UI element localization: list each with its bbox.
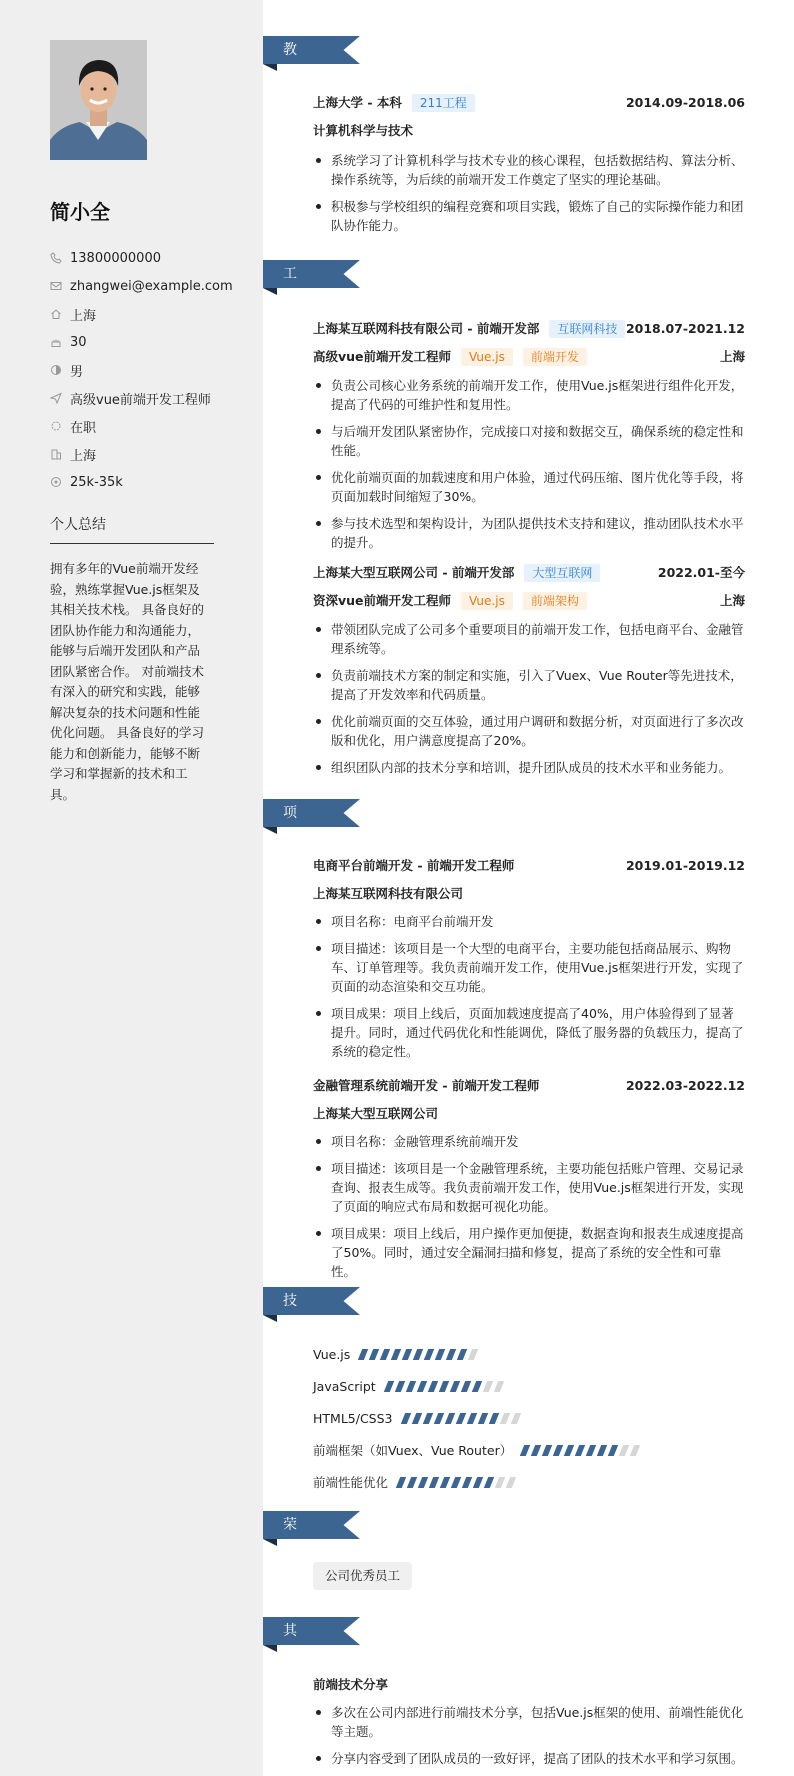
- project-2-bullets: [313, 1132, 745, 1289]
- skill-level-segment: [553, 1445, 563, 1456]
- skill-level-segment: [608, 1445, 618, 1456]
- skill-level-segment: [462, 1477, 472, 1488]
- list-item: 积极参与学校组织的编程竞赛和项目实践，锻炼了自己的实际操作能力和团队协作能力。: [313, 197, 745, 235]
- age-icon: [50, 336, 62, 348]
- skill-level-segment: [435, 1349, 445, 1360]
- skill-name: 前端框架（如Vuex、Vue Router）: [313, 1443, 513, 1458]
- list-item: 与后端开发团队紧密协作，完成接口对接和数据交互，确保系统的稳定性和性能。: [313, 422, 745, 460]
- skill-level-segment: [391, 1349, 401, 1360]
- project-company: 上海某大型互联网公司: [313, 1106, 439, 1121]
- work-2-bullets: [313, 620, 745, 785]
- info-position: [50, 384, 233, 412]
- role-tag: Vue.js: [461, 592, 513, 610]
- skill-level-segment: [449, 1381, 459, 1392]
- work-2-role-row: [313, 591, 745, 611]
- company-tag: 大型互联网: [524, 564, 600, 582]
- list-item: 带领团队完成了公司多个重要项目的前端开发工作，包括电商平台、金融管理系统等。: [313, 620, 745, 658]
- skill-level-segment: [440, 1477, 450, 1488]
- project-2-company-row: [313, 1104, 745, 1124]
- section-title: 其他信息: [283, 1623, 298, 1723]
- other-title-row: [313, 1675, 745, 1695]
- skill-level-segment: [506, 1477, 516, 1488]
- work-date: 2018.07-2021.12: [625, 321, 745, 336]
- skill-level-segment: [499, 1413, 509, 1424]
- list-item: 参与技术选型和架构设计，为团队提供技术支持和建议，推动团队技术水平的提升。: [313, 514, 745, 552]
- work-1-header: [313, 319, 745, 339]
- list-item: 系统学习了计算机科学与技术专业的核心课程，包括数据结构、算法分析、操作系统等，为后续的前端开发工作奠定了坚实的理论基础。: [313, 151, 745, 189]
- info-home: [50, 300, 233, 328]
- skill-level-segment: [586, 1445, 596, 1456]
- info-gender-text: 男: [70, 364, 84, 380]
- skill-level-segment: [429, 1477, 439, 1488]
- avatar-illustration: [50, 40, 147, 160]
- list-item: 负责前端技术方案的制定和实施，引入了Vuex、Vue Router等先进技术，提高了开发效率和代码质量。: [313, 666, 745, 704]
- skill-level-segment: [575, 1445, 585, 1456]
- sidebar: [0, 0, 263, 1776]
- role-title: 资深vue前端开发工程师: [313, 593, 452, 608]
- list-item: 项目成果：项目上线后，用户操作更加便捷，数据查询和报表生成速度提高了50%。同时，通过安全漏洞扫描和修复，提高了系统的安全性和可靠性。: [313, 1224, 745, 1281]
- skill-level-bar: [403, 1413, 524, 1424]
- skill-level-segment: [433, 1413, 443, 1424]
- skill-level-segment: [396, 1477, 406, 1488]
- info-phone: [50, 244, 233, 272]
- work-city: 上海: [719, 593, 745, 608]
- role-tag: 前端开发: [523, 348, 587, 366]
- list-item: 组织团队内部的技术分享和培训，提升团队成员的技术水平和业务能力。: [313, 758, 745, 777]
- project-1-company-row: [313, 884, 745, 904]
- info-city-text: 上海: [70, 448, 97, 464]
- ribbon: [263, 1617, 360, 1645]
- skill-row: [313, 1472, 519, 1492]
- ribbon-fold: [263, 1539, 277, 1546]
- phone-icon: [50, 252, 62, 264]
- ribbon-fold: [263, 64, 277, 71]
- skill-level-segment: [471, 1381, 481, 1392]
- education-date: 2014.09-2018.06: [625, 95, 745, 110]
- skill-level-segment: [466, 1413, 476, 1424]
- project-2-header: [313, 1076, 745, 1096]
- summary-text: 拥有多年的Vue前端开发经验，熟练掌握Vue.js框架及其相关技术栈。 具备良好的团队协作能力和沟通能力，能够与后端开发团队和产品团队紧密合作。 对前端技术有深入的研究和实践，能够解决复杂的技术问题和性能优化问题。 具备良好的学习能力和创新能力，能够不断学习和掌握新的技术和工具。: [50, 561, 204, 802]
- skill-row: [313, 1376, 507, 1396]
- skill-level-segment: [427, 1381, 437, 1392]
- info-home-text: 上海: [70, 308, 97, 324]
- contact-info-list: [50, 244, 233, 496]
- info-age-text: 30: [70, 334, 87, 350]
- skill-level-segment: [531, 1445, 541, 1456]
- ribbon: [263, 1511, 360, 1539]
- building-icon: [50, 448, 62, 460]
- skill-level-segment: [444, 1413, 454, 1424]
- work-1-role-row: [313, 347, 745, 367]
- ribbon: [263, 36, 360, 64]
- skill-level-segment: [422, 1413, 432, 1424]
- skill-level-segment: [542, 1445, 552, 1456]
- education-header: [313, 93, 745, 113]
- list-item: 优化前端页面的加载速度和用户体验，通过代码压缩、图片优化等手段，将页面加载时间缩短了30%。: [313, 468, 745, 506]
- summary-divider: [50, 543, 214, 544]
- project-company: 上海某互联网科技有限公司: [313, 886, 464, 901]
- award-chip: 公司优秀员工: [313, 1562, 412, 1590]
- salary-icon: [50, 476, 62, 488]
- ribbon: [263, 1287, 360, 1315]
- skill-level-segment: [411, 1413, 421, 1424]
- mail-icon: [50, 280, 62, 292]
- skill-name: HTML5/CSS3: [313, 1410, 393, 1426]
- skill-level-segment: [416, 1381, 426, 1392]
- status-icon: [50, 420, 62, 432]
- work-1-bullets: [313, 376, 745, 560]
- info-age: [50, 328, 233, 356]
- info-status: [50, 412, 233, 440]
- home-icon: [50, 308, 62, 320]
- skill-name: 前端性能优化: [313, 1475, 389, 1490]
- skill-level-segment: [424, 1349, 434, 1360]
- work-date: 2022.01-至今: [657, 565, 745, 580]
- skill-level-bar: [398, 1477, 519, 1488]
- info-gender: [50, 356, 233, 384]
- skill-row: [313, 1408, 524, 1428]
- role-title: 高级vue前端开发工程师: [313, 349, 452, 364]
- profile-photo: [50, 40, 147, 160]
- skill-level-segment: [455, 1413, 465, 1424]
- project-title: 金融管理系统前端开发 - 前端开发工程师: [313, 1078, 540, 1093]
- role-tag: 前端架构: [523, 592, 587, 610]
- skill-level-segment: [380, 1349, 390, 1360]
- ribbon-fold: [263, 288, 277, 295]
- skill-level-segment: [446, 1349, 456, 1360]
- info-email: [50, 272, 233, 300]
- skill-level-bar: [522, 1445, 643, 1456]
- skill-level-bar: [386, 1381, 507, 1392]
- skill-row: [313, 1344, 481, 1364]
- candidate-name: 简小全: [50, 200, 110, 224]
- section-title: 教育经历: [283, 42, 298, 142]
- project-1-bullets: [313, 912, 745, 1069]
- list-item: 多次在公司内部进行前端技术分享，包括Vue.js框架的使用、前端性能优化等主题。: [313, 1703, 745, 1741]
- ribbon-fold: [263, 827, 277, 834]
- section-title: 技能专长: [283, 1293, 298, 1393]
- skill-level-segment: [358, 1349, 368, 1360]
- summary-title: 个人总结: [50, 517, 106, 533]
- skill-level-segment: [477, 1413, 487, 1424]
- skill-level-bar: [360, 1349, 481, 1360]
- skill-level-segment: [482, 1381, 492, 1392]
- skill-level-segment: [488, 1413, 498, 1424]
- gender-icon: [50, 364, 62, 376]
- education-major-row: [313, 121, 745, 141]
- skill-level-segment: [405, 1381, 415, 1392]
- skill-level-segment: [564, 1445, 574, 1456]
- ribbon-fold: [263, 1645, 277, 1652]
- list-item: 项目描述：该项目是一个大型的电商平台，主要功能包括商品展示、购物车、订单管理等。我负责前端开发工作，使用Vue.js框架进行开发，实现了页面的动态渲染和交互功能。: [313, 939, 745, 996]
- skill-level-segment: [597, 1445, 607, 1456]
- skill-level-segment: [493, 1381, 503, 1392]
- school-name: 上海大学 - 本科: [313, 95, 402, 110]
- section-title: 工作经历: [283, 266, 298, 366]
- skill-level-segment: [484, 1477, 494, 1488]
- info-status-text: 在职: [70, 420, 97, 436]
- skill-level-segment: [413, 1349, 423, 1360]
- list-item: 项目名称：电商平台前端开发: [313, 912, 745, 931]
- info-salary: [50, 468, 233, 496]
- info-salary-text: 25k-35k: [70, 474, 123, 490]
- list-item: 项目成果：项目上线后，页面加载速度提高了40%，用户体验得到了显著提升。同时，通过代码优化和性能调优，降低了服务器的负载压力，提高了系统的稳定性。: [313, 1004, 745, 1061]
- skill-level-segment: [451, 1477, 461, 1488]
- role-tag: Vue.js: [461, 348, 513, 366]
- section-title: 荣誉奖项: [283, 1517, 298, 1617]
- skill-level-segment: [468, 1349, 478, 1360]
- skill-level-segment: [473, 1477, 483, 1488]
- skill-level-segment: [630, 1445, 640, 1456]
- school-tag: 211工程: [412, 94, 475, 112]
- skill-row: [313, 1440, 643, 1460]
- education-bullets: [313, 151, 745, 243]
- work-city: 上海: [719, 349, 745, 364]
- company-name: 上海某互联网科技有限公司 - 前端开发部: [313, 321, 540, 336]
- skill-level-segment: [495, 1477, 505, 1488]
- info-position-text: 高级vue前端开发工程师: [70, 392, 211, 408]
- project-date: 2022.03-2022.12: [625, 1078, 745, 1093]
- company-name: 上海某大型互联网公司 - 前端开发部: [313, 565, 515, 580]
- info-city: [50, 440, 233, 468]
- project-date: 2019.01-2019.12: [625, 858, 745, 873]
- skill-level-segment: [383, 1381, 393, 1392]
- info-email-text: zhangwei@example.com: [70, 278, 233, 294]
- company-tag: 互联网科技: [549, 320, 625, 338]
- project-1-header: [313, 856, 745, 876]
- list-item: 负责公司核心业务系统的前端开发工作，使用Vue.js框架进行组件化开发，提高了代码的可维护性和复用性。: [313, 376, 745, 414]
- other-title: 前端技术分享: [313, 1677, 389, 1692]
- list-item: 优化前端页面的交互体验，通过用户调研和数据分析，对页面进行了多次改版和优化，用户满意度提高了20%。: [313, 712, 745, 750]
- info-phone-text: 13800000000: [70, 250, 161, 266]
- skill-name: JavaScript: [313, 1378, 376, 1394]
- other-bullets: [313, 1703, 745, 1776]
- list-item: 项目名称：金融管理系统前端开发: [313, 1132, 745, 1151]
- skill-level-segment: [457, 1349, 467, 1360]
- skill-level-segment: [460, 1381, 470, 1392]
- work-2-header: [313, 563, 745, 583]
- skill-level-segment: [619, 1445, 629, 1456]
- skill-name: Vue.js: [313, 1346, 351, 1362]
- ribbon: [263, 260, 360, 288]
- project-title: 电商平台前端开发 - 前端开发工程师: [313, 858, 515, 873]
- list-item: 项目描述：该项目是一个金融管理系统，主要功能包括账户管理、交易记录查询、报表生成等。我负责前端开发工作，使用Vue.js框架进行开发，实现了页面的响应式布局和数据可视化功能。: [313, 1159, 745, 1216]
- skill-level-segment: [402, 1349, 412, 1360]
- send-icon: [50, 392, 62, 404]
- skill-level-segment: [438, 1381, 448, 1392]
- section-title: 项目经历: [283, 805, 298, 905]
- skill-level-segment: [400, 1413, 410, 1424]
- skill-level-segment: [369, 1349, 379, 1360]
- major: 计算机科学与技术: [313, 123, 414, 138]
- list-item: 分享内容受到了团队成员的一致好评，提高了团队的技术水平和学习氛围。: [313, 1749, 745, 1768]
- ribbon-fold: [263, 1315, 277, 1322]
- skill-level-segment: [394, 1381, 404, 1392]
- skill-level-segment: [520, 1445, 530, 1456]
- skill-level-segment: [418, 1477, 428, 1488]
- ribbon: [263, 799, 360, 827]
- skill-level-segment: [510, 1413, 520, 1424]
- skill-level-segment: [407, 1477, 417, 1488]
